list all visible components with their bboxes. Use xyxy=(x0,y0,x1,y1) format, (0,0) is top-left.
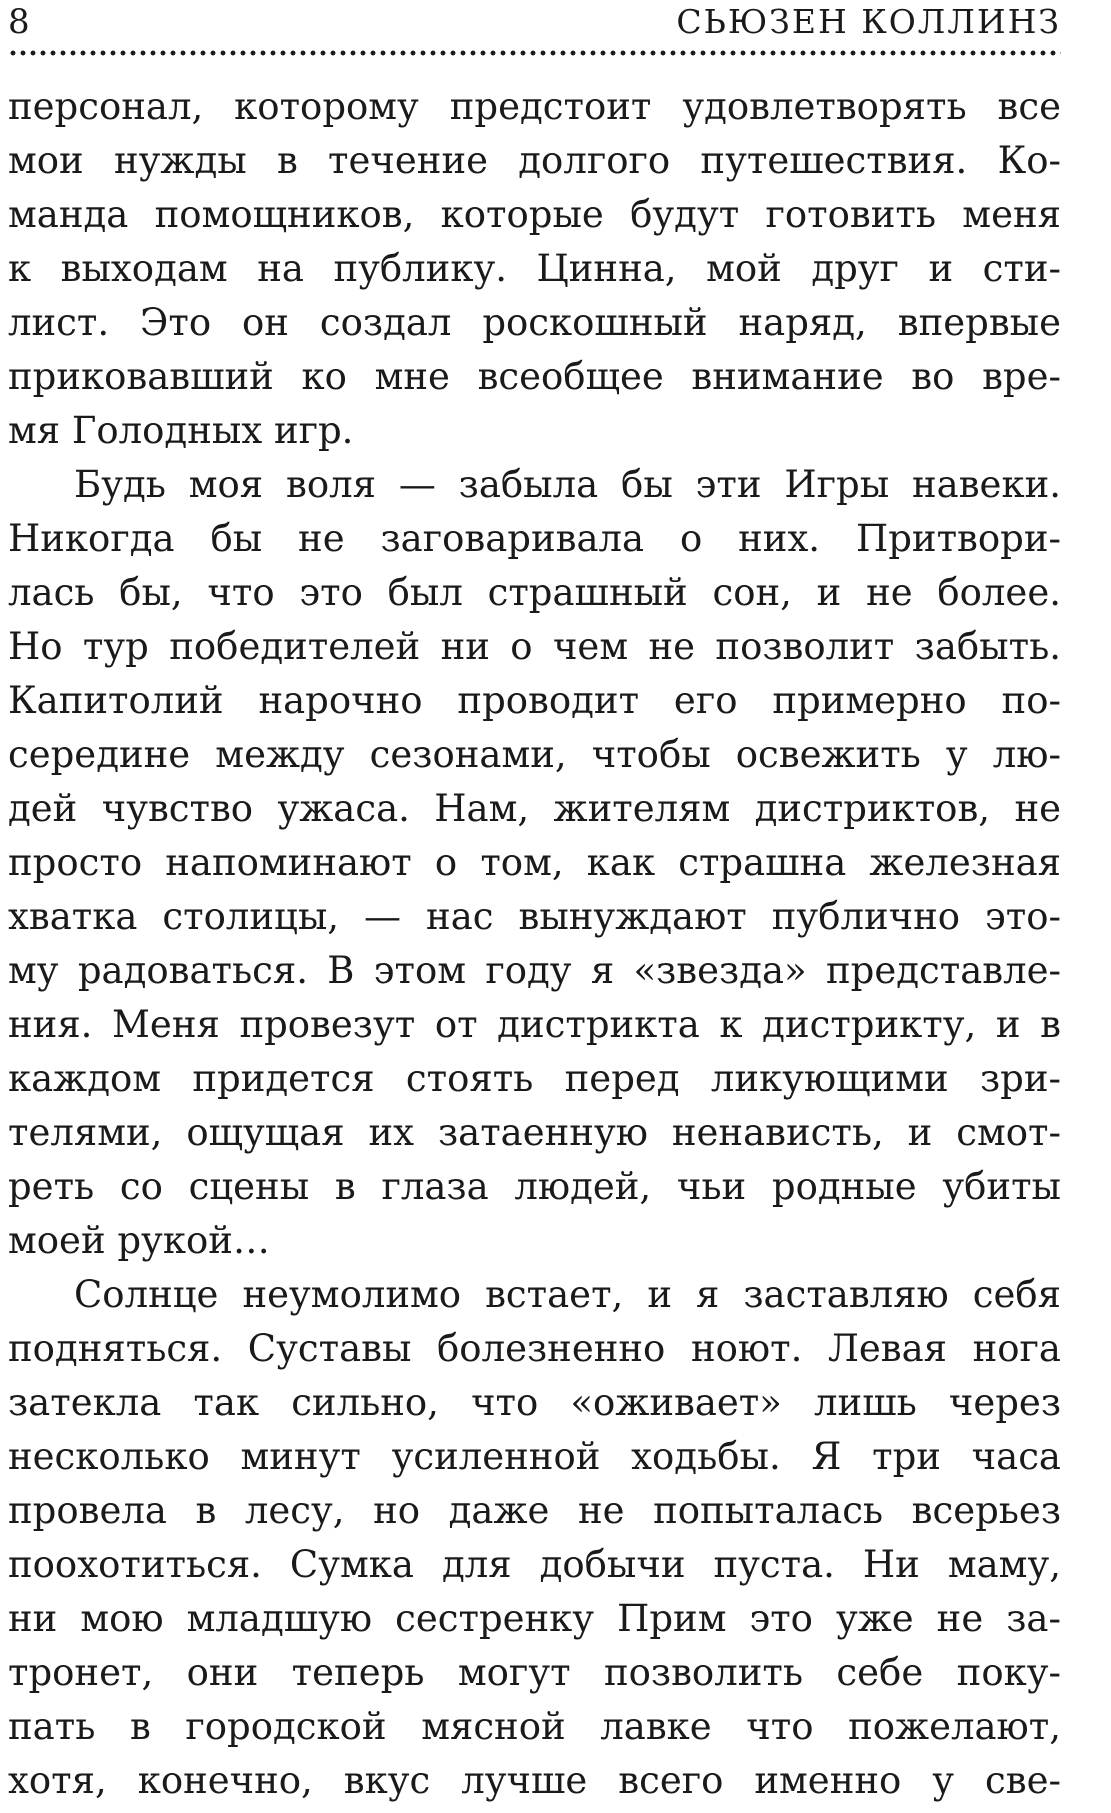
text-line: просто напоминают о том, как страшна железная xyxy=(8,841,1061,884)
text-line: Будь моя воля — забыла бы эти Игры навеки. xyxy=(74,463,1061,506)
text-line: подняться. Суставы болезненно ноют. Левая нога xyxy=(8,1327,1061,1370)
body-text xyxy=(8,80,1061,1808)
text-line: хватка столицы, — нас вынуждают публично это- xyxy=(8,895,1061,938)
text-line: Никогда бы не заговаривала о них. Притвори- xyxy=(8,517,1061,560)
text-line: ни мою младшую сестренку Прим это уже не за- xyxy=(8,1597,1061,1640)
text-line: тронет, они теперь могут позволить себе поку- xyxy=(8,1651,1061,1694)
text-line: хотя, конечно, вкус лучше всего именно у све- xyxy=(8,1759,1061,1802)
dotted-divider xyxy=(8,50,1061,56)
text-line: телями, ощущая их затаенную ненависть, и смот- xyxy=(8,1111,1061,1154)
text-line: Но тур победителей ни о чем не позволит забыть. xyxy=(8,625,1061,668)
text-line: приковавший ко мне всеобщее внимание во вре- xyxy=(8,355,1061,398)
text-line: лист. Это он создал роскошный наряд, впервые xyxy=(8,301,1061,344)
text-line: к выходам на публику. Цинна, мой друг и сти- xyxy=(8,247,1061,290)
text-line: персонал, которому предстоит удовлетворять все xyxy=(8,85,1061,128)
text-line: поохотиться. Сумка для добычи пуста. Ни маму, xyxy=(8,1543,1061,1586)
text-line: несколько минут усиленной ходьбы. Я три часа xyxy=(8,1435,1061,1478)
text-line: моей рукой… xyxy=(8,1219,270,1262)
text-line: мои нужды в течение долгого путешествия. Ко- xyxy=(8,139,1061,182)
text-line: ния. Меня провезут от дистрикта к дистрикту, и в xyxy=(8,1003,1061,1046)
text-line: Капитолий нарочно проводит его примерно по- xyxy=(8,679,1061,722)
page-header xyxy=(8,0,1061,48)
text-line: Солнце неумолимо встает, и я заставляю себя xyxy=(74,1273,1061,1316)
text-line: му радоваться. В этом году я «звезда» представле- xyxy=(8,949,1061,992)
text-line: манда помощников, которые будут готовить меня xyxy=(8,193,1061,236)
text-line: провела в лесу, но даже не попыталась всерьез xyxy=(8,1489,1061,1532)
page-number: 8 xyxy=(8,2,30,42)
text-line: пать в городской мясной лавке что пожелают, xyxy=(8,1705,1061,1748)
text-line: каждом придется стоять перед ликующими зри- xyxy=(8,1057,1061,1100)
text-line: середине между сезонами, чтобы освежить у лю- xyxy=(8,733,1061,776)
text-line: мя Голодных игр. xyxy=(8,409,354,452)
text-line: затекла так сильно, что «оживает» лишь через xyxy=(8,1381,1061,1424)
text-line: дей чувство ужаса. Нам, жителям дистриктов, не xyxy=(8,787,1061,830)
text-line: реть со сцены в глаза людей, чьи родные убиты xyxy=(8,1165,1061,1208)
text-line: лась бы, что это был страшный сон, и не более. xyxy=(8,571,1061,614)
running-head-author: СЬЮЗЕН КОЛЛИНЗ xyxy=(676,2,1061,41)
